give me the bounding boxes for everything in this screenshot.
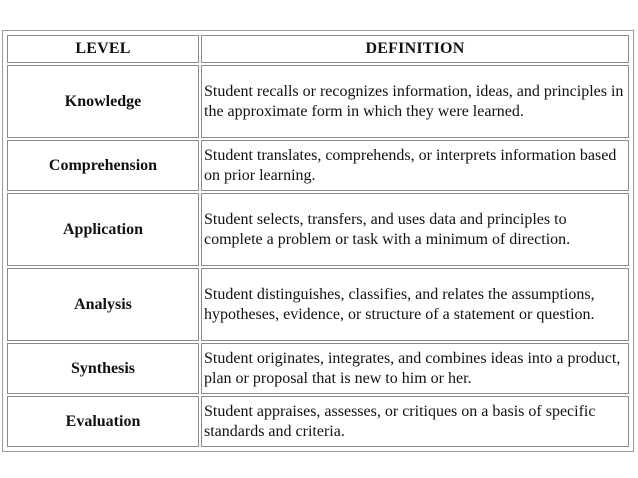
bloom-taxonomy-table-frame xyxy=(2,30,634,452)
level-cell-comprehension: Comprehension xyxy=(7,140,199,191)
table-row xyxy=(7,268,629,341)
level-cell-evaluation: Evaluation xyxy=(7,396,199,447)
level-cell-synthesis: Synthesis xyxy=(7,343,199,394)
definition-cell-knowledge: Student recalls or recognizes information, ideas, and principles in the approximate form in which they were learned. xyxy=(201,65,629,138)
table-row xyxy=(7,396,629,447)
table-row xyxy=(7,140,629,191)
definition-cell-comprehension: Student translates, comprehends, or interprets information based on prior learning. xyxy=(201,140,629,191)
table-header-row xyxy=(7,35,629,63)
definition-cell-synthesis: Student originates, integrates, and combines ideas into a product, plan or proposal that is new to him or her. xyxy=(201,343,629,394)
table-row xyxy=(7,343,629,394)
level-cell-application: Application xyxy=(7,193,199,266)
header-definition: DEFINITION xyxy=(201,35,629,63)
level-cell-analysis: Analysis xyxy=(7,268,199,341)
bloom-taxonomy-table xyxy=(5,33,631,449)
level-cell-knowledge: Knowledge xyxy=(7,65,199,138)
definition-cell-application: Student selects, transfers, and uses data and principles to complete a problem or task with a minimum of direction. xyxy=(201,193,629,266)
definition-cell-evaluation: Student appraises, assesses, or critiques on a basis of specific standards and criteria. xyxy=(201,396,629,447)
table-row xyxy=(7,65,629,138)
definition-cell-analysis: Student distinguishes, classifies, and relates the assumptions, hypotheses, evidence, or structure of a statement or question. xyxy=(201,268,629,341)
header-level: LEVEL xyxy=(7,35,199,63)
table-row xyxy=(7,193,629,266)
